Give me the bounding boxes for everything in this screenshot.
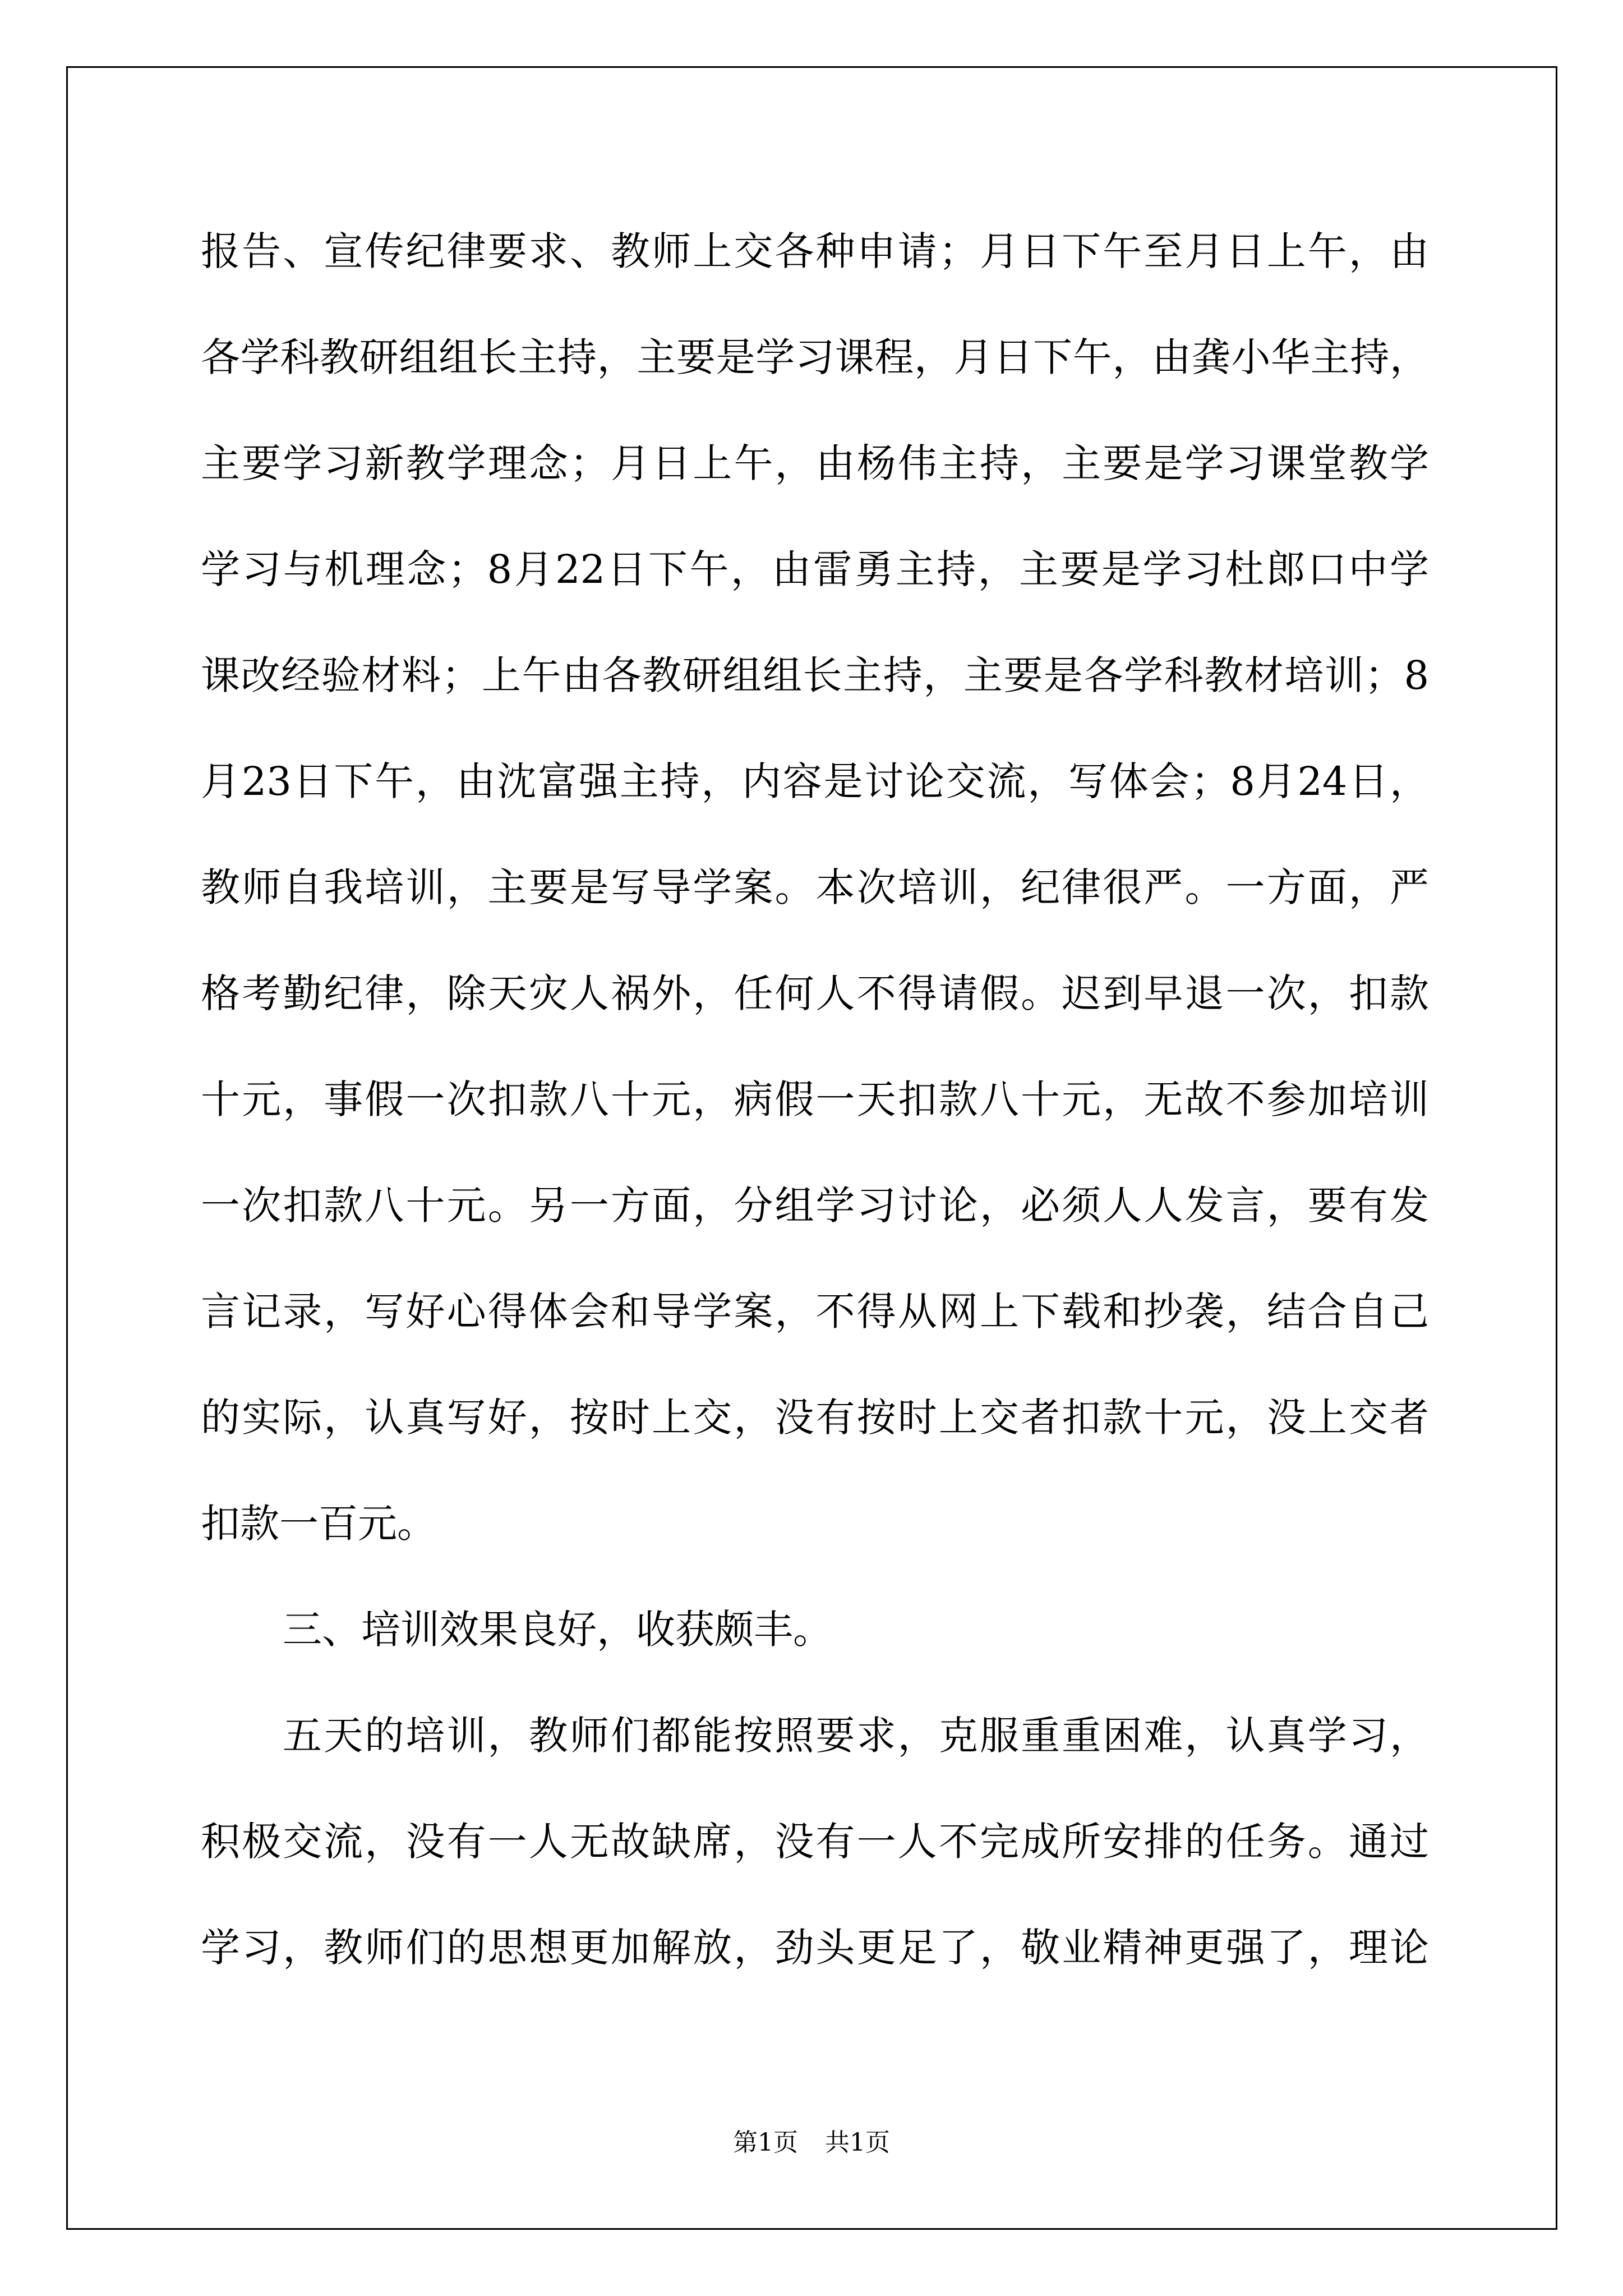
page-footer <box>0 2126 1623 2160</box>
text-line: 主要学习新教学理念；月日上午，由杨伟主持，主要是学习课堂教学 <box>201 440 1429 486</box>
paragraph-training-results <box>201 1683 1429 2001</box>
text-line: 学习与机理念；8月22日下午，由雷勇主持，主要是学习杜郎口中学 <box>201 546 1429 592</box>
text-line: 教师自我培训，主要是写导学案。本次培训，纪律很严。一方面，严 <box>201 864 1429 910</box>
page-number-total: 共1页 <box>825 2128 890 2157</box>
document-body <box>201 199 1429 2001</box>
text-line: 格考勤纪律，除天灾人祸外，任何人不得请假。迟到早退一次，扣款 <box>201 970 1429 1016</box>
text-line: 各学科教研组组长主持，主要是学习课程，月日下午，由龚小华主持， <box>201 334 1429 380</box>
text-line: 言记录，写好心得体会和导学案，不得从网上下载和抄袭，结合自己 <box>201 1289 1429 1335</box>
text-line: 十元，事假一次扣款八十元，病假一天扣款八十元，无故不参加培训 <box>201 1076 1429 1122</box>
text-line: 扣款一百元。 <box>201 1501 436 1547</box>
text-line: 学习，教师们的思想更加解放，劲头更足了，敬业精神更强了，理论 <box>201 1925 1429 1971</box>
text-line: 的实际，认真写好，按时上交，没有按时上交者扣款十元，没上交者 <box>201 1395 1429 1441</box>
text-line: 一次扣款八十元。另一方面，分组学习讨论，必须人人发言，要有发 <box>201 1182 1429 1228</box>
text-line: 积极交流，没有一人无故缺席，没有一人不完成所安排的任务。通过 <box>201 1819 1429 1865</box>
text-line: 报告、宣传纪律要求、教师上交各种申请；月日下午至月日上午，由 <box>201 228 1429 274</box>
text-line: 课改经验材料；上午由各教研组组长主持，主要是各学科教材培训；8 <box>201 652 1429 698</box>
section-heading <box>201 1577 1429 1683</box>
paragraph-training-schedule <box>201 199 1429 1577</box>
page-number-current: 第1页 <box>733 2128 798 2157</box>
section-heading-text: 三、培训效果良好，收获颇丰。 <box>283 1607 832 1653</box>
text-line: 五天的培训，教师们都能按照要求，克服重重困难，认真学习， <box>283 1713 1429 1759</box>
text-line: 月23日下午，由沈富强主持，内容是讨论交流，写体会；8月24日， <box>201 758 1429 804</box>
